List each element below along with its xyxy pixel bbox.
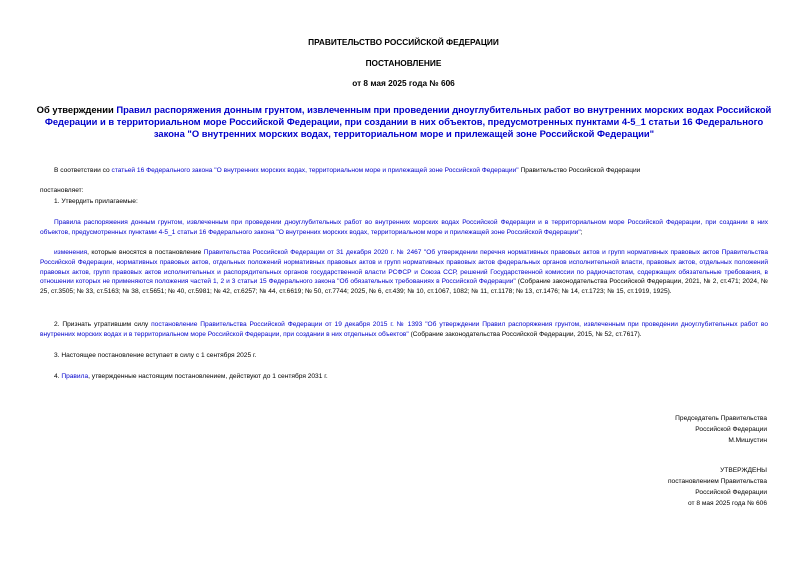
approval-line-1: постановлением Правительства bbox=[667, 478, 767, 485]
document-date-number: от 8 мая 2025 года № 606 bbox=[352, 78, 455, 88]
government-title: ПРАВИТЕЛЬСТВО РОССИЙСКОЙ ФЕДЕРАЦИИ bbox=[308, 37, 499, 47]
document-subject bbox=[34, 104, 774, 140]
item-4-num: 4. bbox=[54, 373, 62, 380]
item-1-sub-2-suffix: (Собрание законодательства Российской Федерации, 2021, № 2, ст.471; 2024, № 25, ст.3505; № 33, ст.5163; № 38, ст.5651; № 40, ст.5981; № 42, ст.6257; № 44, ст.6619; № 50, ст.7744; 2025, № 6, ст.439; № 10, ст.1067, 1082; № 11, ст.1178; № 13, ст.1476; № 14, ст.1723; № 15, ст.1919, 1925). bbox=[40, 278, 768, 296]
item-1-sub-1 bbox=[40, 218, 768, 238]
item-2-prefix: 2. Признать утратившим силу bbox=[54, 321, 152, 328]
resolves-text: постановляет: bbox=[40, 187, 84, 194]
rules-title-link[interactable]: Правил распоряжения донным грунтом, извлеченным при проведении дноуглубительных работ во внутренних морских водах Российской Федерации и в территориальном море Российской Федерации, при создании в них объектов, предусмотренных пунктами 4-5_1 статьи 16 Федерального закона "О внутренних морских водах, территориальном море и прилежащей зоне Российской Федерации" bbox=[44, 104, 772, 139]
item-2-suffix: (Собрание законодательства Российской Федерации, 2015, № 52, ст.7617). bbox=[408, 330, 642, 338]
signature-block bbox=[675, 413, 767, 446]
item-4-suffix: , утвержденные настоящим постановлением, действуют до 1 сентября 2031 г. bbox=[88, 373, 328, 380]
approval-title: УТВЕРЖДЕНЫ bbox=[720, 467, 767, 474]
changes-link[interactable]: изменения bbox=[54, 249, 88, 256]
rules-link[interactable]: Правила bbox=[61, 373, 89, 380]
item-1-sub-1-suffix: ; bbox=[580, 228, 583, 236]
resolution-2467-link[interactable]: Правительства Российской Федерации от 31 декабря 2020 г. № 2467 "Об утверждении перечня нормативных правовых актов и групп нормативных правовых актов Правительства Российской Федерации, нормативных правовых актов, отдельных положений нормативных правовых актов и групп нормативных правовых актов федеральных органов исполнительной власти, правовых актов, отдельных положений правовых актов, групп правовых актов исполнительных и распорядительных органов государственной власти РСФСР и Союза ССР, решений Государственной комиссии по радиочастотам, содержащих обязательные требования, в отношении которых не применяются положения частей 1, 2 и 3 статьи 15 Федерального закона "Об обязательных требованиях в Российской Федерации" bbox=[40, 249, 769, 286]
item-2 bbox=[40, 320, 768, 340]
preamble-suffix: Правительство Российской Федерации bbox=[518, 167, 641, 174]
item-4 bbox=[54, 372, 328, 382]
subject-prefix: Об утверждении bbox=[36, 104, 117, 115]
resolution-1393-link[interactable]: постановление Правительства Российской Федерации от 19 декабря 2015 г. № 1393 "Об утверждении Правил распоряжения грунтом, извлеченным при проведении дноуглубительных работ во внутренних морских водах и в территориальном море Российской Федерации, при создании в них отдельных объектов" bbox=[40, 321, 768, 338]
item-3: 3. Настоящее постановление вступает в силу с 1 сентября 2025 г. bbox=[54, 352, 257, 359]
approval-block bbox=[668, 465, 767, 509]
signature-country: Российской Федерации bbox=[695, 426, 767, 433]
preamble bbox=[54, 166, 774, 176]
signature-position: Председатель Правительства bbox=[675, 415, 767, 422]
item-1-sub-2 bbox=[40, 248, 768, 297]
item-1-sub-2-mid: , которые вносятся в постановление bbox=[87, 249, 204, 256]
approval-line-3: от 8 мая 2025 года № 606 bbox=[687, 500, 767, 507]
approval-line-2: Российской Федерации bbox=[695, 489, 767, 496]
document-type: ПОСТАНОВЛЕНИЕ bbox=[365, 58, 442, 68]
rules-approved-link[interactable]: Правила распоряжения донным грунтом, извлеченным при проведении дноуглубительных работ во внутренних морских водах Российской Федерации и в территориальном море Российской Федерации, при создании в них объектов, предусмотренных пунктами 4-5_1 статьи 16 Федерального закона "О внутренних морских водах, территориальном море и прилежащей зоне Российской Федерации" bbox=[40, 219, 768, 236]
signature-name: М.Мишустин bbox=[728, 437, 767, 444]
item-1-text: 1. Утвердить прилагаемые: bbox=[54, 198, 138, 205]
article-16-link[interactable]: статьей 16 Федерального закона "О внутренних морских водах, территориальном море и прилежащей зоне Российской Федерации" bbox=[111, 167, 519, 174]
preamble-prefix: В соответствии со bbox=[54, 167, 112, 174]
